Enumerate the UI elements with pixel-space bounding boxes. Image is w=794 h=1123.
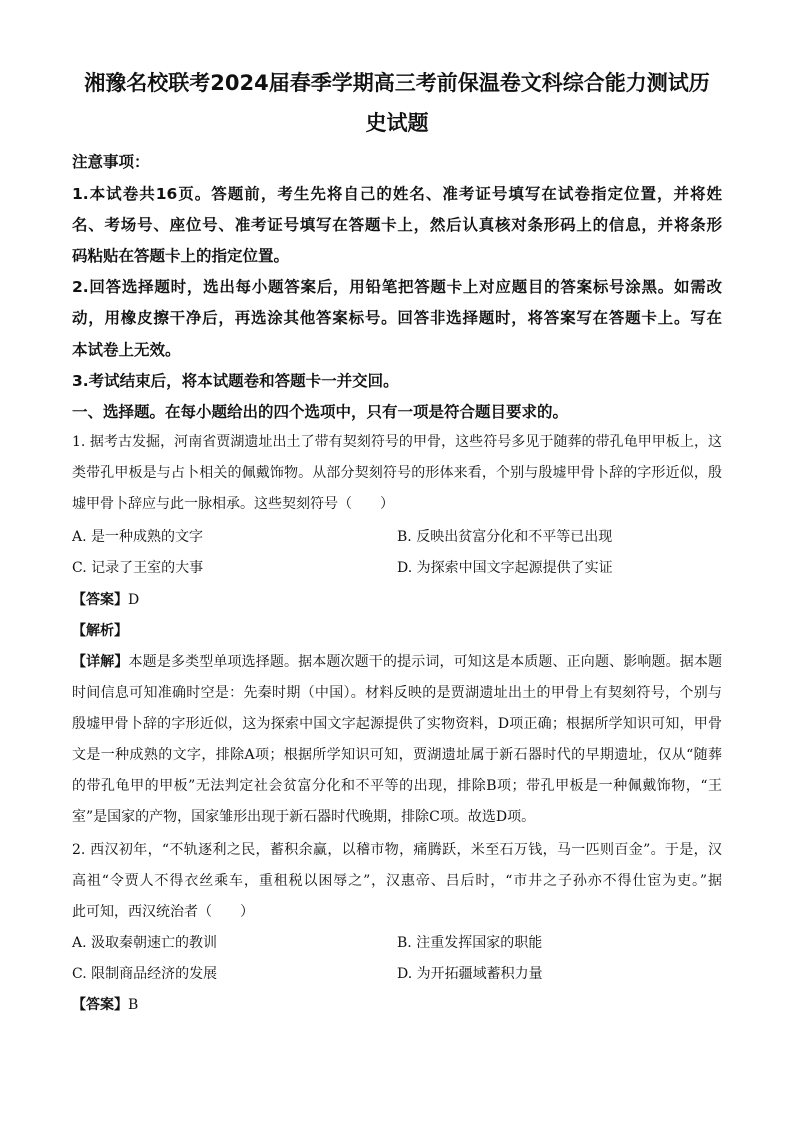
q1-stem-line: 墟甲骨卜辞应与此一脉相承。这些契刻符号（ ）: [72, 496, 394, 512]
q1-option-b: B. 反映出贫富分化和不平等已出现: [397, 529, 613, 545]
q1-stem-line: 类带孔甲板是与占卜相关的佩戴饰物。从部分契刻符号的形体来看，个别与殷墟甲骨卜辞的字形近似，殷: [72, 465, 722, 481]
notice-line: 名、考场号、座位号、准考证号填写在答题卡上，然后认真核对条形码上的信息，并将条形: [72, 216, 722, 234]
notice-line: 码粘贴在答题卡上的指定位置。: [72, 247, 290, 265]
answer-value: B: [128, 997, 139, 1013]
q1-detail-line: 的带孔龟甲的甲板”无法判定社会贫富分化和不平等的出现，排除B项；带孔甲板是一种佩戴饰物，“王: [72, 778, 722, 794]
notice-line: 本试卷上无效。: [72, 341, 181, 359]
q2-option-d: D. 为开拓疆域蓄积力量: [397, 966, 543, 982]
answer-label: 【答案】: [72, 592, 128, 608]
detail-label: 【详解】: [72, 654, 129, 670]
q2-option-a: A. 汲取秦朝速亡的教训: [72, 935, 218, 951]
q1-option-c: C. 记录了王室的大事: [72, 560, 204, 576]
q1-detail-line: 室”是国家的产物，国家雏形出现于新石器时代晚期，排除C项。故选D项。: [72, 809, 536, 825]
q1-option-d: D. 为探索中国文字起源提供了实证: [397, 560, 613, 576]
notice-line: 2.回答选择题时，选出每小题答案后，用铅笔把答题卡上对应题目的答案标号涂黑。如需改: [72, 278, 722, 296]
notice-line: 3.考试结束后，将本试题卷和答题卡一并交回。: [72, 372, 399, 390]
q2-option-c: C. 限制商品经济的发展: [72, 966, 218, 982]
q1-analysis-label: 【解析】: [72, 623, 128, 639]
q2-option-b: B. 注重发挥国家的职能: [397, 935, 543, 951]
notice-line: 1.本试卷共16页。答题前，考生先将自己的姓名、准考证号填写在试卷指定位置，并将姓: [72, 185, 722, 203]
q2-stem-line: 此可知，西汉统治者（ ）: [72, 904, 254, 920]
section-heading: 一、选择题。在每小题给出的四个选项中，只有一项是符合题目要求的。: [72, 403, 569, 421]
answer-label: 【答案】: [72, 997, 128, 1013]
doc-title-line2: 史试题: [365, 111, 429, 135]
q2-stem-line: 高祖“令贾人不得衣丝乘车，重租税以困辱之”，汉惠帝、吕后时，“市井之子孙亦不得仕宦为吏。”据: [72, 873, 722, 889]
doc-title-line1: 湘豫名校联考2024届春季学期高三考前保温卷文科综合能力测试历: [84, 71, 710, 95]
q1-detail-line: 【详解】本题是多类型单项选择题。据本题次题干的提示词，可知这是本质题、正向题、影响题。据本题: [72, 654, 723, 670]
q2-answer: [72, 994, 138, 1014]
q1-detail-line: 殷墟甲骨卜辞的字形近似，这为探索中国文字起源提供了实物资料，D项正确；根据所学知识可知，甲骨: [72, 716, 722, 732]
notice-line: 动，用橡皮擦干净后，再选涂其他答案标号。回答非选择题时，将答案写在答题卡上。写在: [72, 309, 722, 327]
q1-answer: [72, 589, 139, 609]
q1-stem-line: 1. 据考古发掘，河南省贾湖遗址出土了带有契刻符号的甲骨，这些符号多见于随葬的带孔龟甲甲板上，这: [72, 434, 722, 450]
q1-detail-line: 时间信息可知准确时空是：先秦时期（中国）。材料反映的是贾湖遗址出土的甲骨上有契刻符号，个别与: [72, 685, 722, 701]
q2-stem-line: 2. 西汉初年，“不轨逐利之民，蓄积余赢，以稽市物，痛腾跃，米至石万钱，马一匹则百金”。于是，汉: [72, 842, 722, 858]
answer-value: D: [128, 592, 140, 608]
q1-option-a: A. 是一种成熟的文字: [72, 529, 204, 545]
q1-detail-line: 文是一种成熟的文字，排除A项；根据所学知识可知，贾湖遗址属于新石器时代的早期遗址，仅从“随葬: [72, 747, 722, 763]
notice-heading: 注意事项：: [72, 153, 150, 171]
